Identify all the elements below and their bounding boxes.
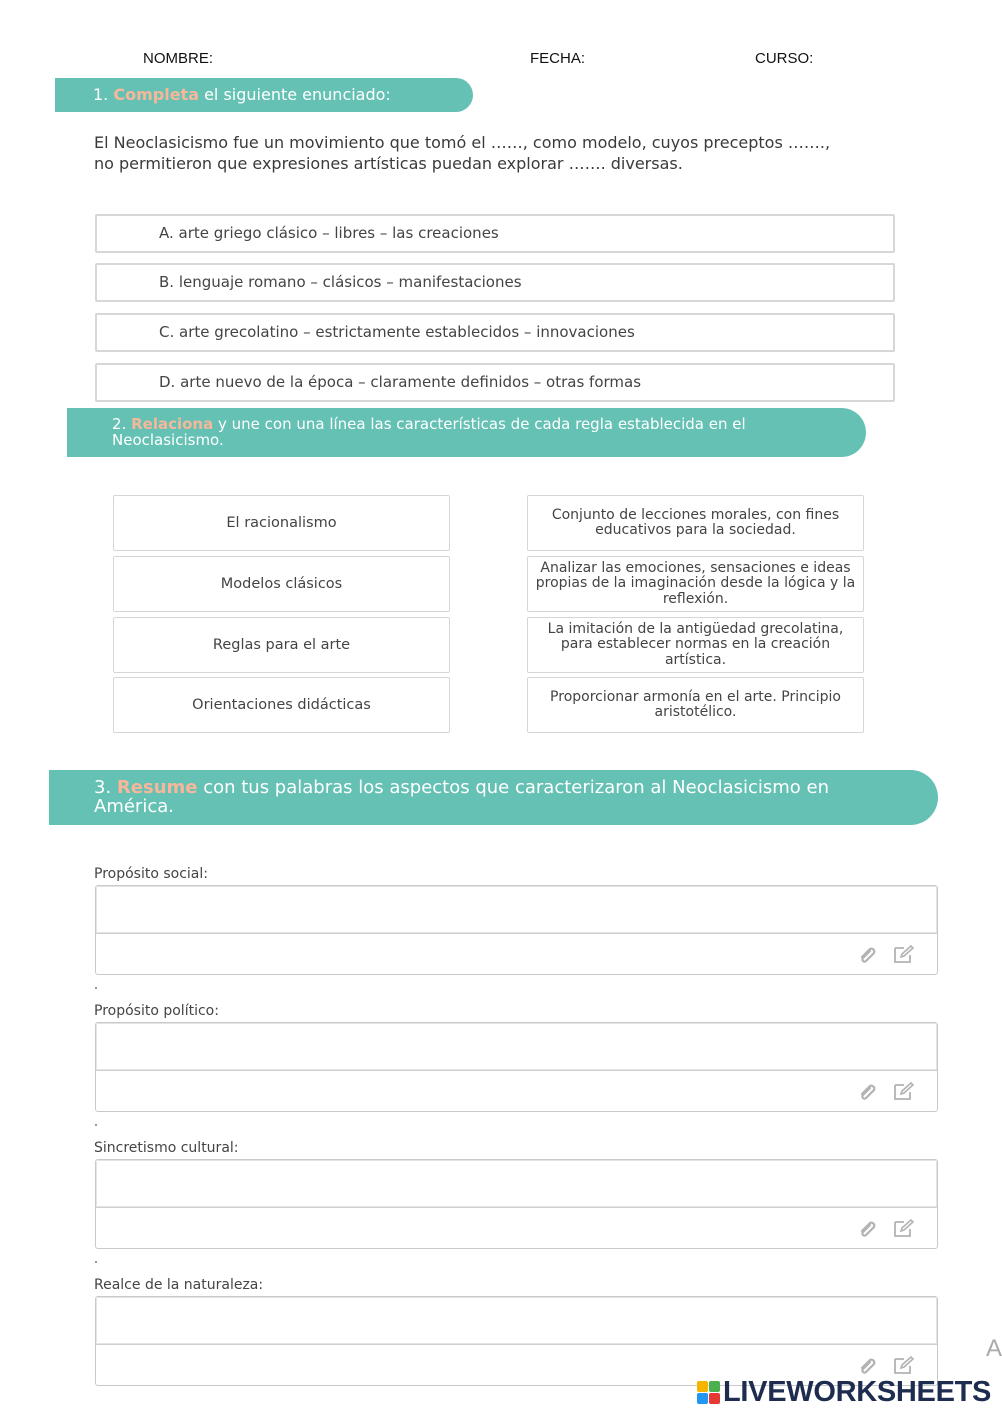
question-3-number: 3. [94,777,112,798]
paperclip-icon[interactable] [857,1218,879,1238]
nombre-label: NOMBRE: [143,50,214,67]
answer-input-proposito-politico[interactable] [96,1023,937,1071]
option-a[interactable]: A. arte griego clásico – libres – las creaciones [95,214,895,253]
liveworksheets-brand-text: LIVEWORKSHEETS [723,1376,992,1408]
match-left-item[interactable]: Reglas para el arte [113,617,450,673]
edit-icon[interactable] [893,1081,915,1101]
field-label-realce-naturaleza: Realce de la naturaleza: [94,1277,264,1293]
field-label-sincretismo-cultural: Sincretismo cultural: [94,1140,239,1156]
match-left-item[interactable]: Modelos clásicos [113,556,450,612]
match-left-item[interactable]: El racionalismo [113,495,450,551]
edit-icon[interactable] [893,944,915,964]
logo-grid-icon [697,1381,720,1404]
liveworksheets-logo [697,1376,991,1409]
question-2-banner [67,408,866,457]
question-2-keyword: Relaciona [131,415,214,433]
match-right-item[interactable]: Proporcionar armonía en el arte. Principio aristotélico. [527,677,864,733]
curso-label: CURSO: [755,50,814,67]
answer-input-proposito-social[interactable] [96,886,937,934]
question-1-statement: El Neoclasicismo fue un movimiento que tomó el ……, como modelo, cuyos preceptos ……., no permitieron que expresiones artísticas puedan explorar ……. diversas. [94,133,831,173]
question-3-banner [49,770,938,825]
match-right-item[interactable]: Analizar las emociones, sensaciones e ideas propias de la imaginación desde la lógica y la reflexión. [527,556,864,612]
option-c[interactable]: C. arte grecolatino – estrictamente establecidos – innovaciones [95,313,895,352]
answer-box-proposito-politico [95,1022,938,1112]
answer-box-realce-naturaleza [95,1296,938,1386]
field-label-proposito-social: Propósito social: [94,866,208,882]
question-3-keyword: Resume [116,777,198,798]
question-1-number: 1. [93,85,109,104]
paperclip-icon[interactable] [857,1081,879,1101]
field-label-proposito-politico: Propósito político: [94,1003,219,1019]
answer-box-proposito-social [95,885,938,975]
edge-character: A [986,1335,1002,1362]
separator-dot [95,1124,97,1126]
paperclip-icon[interactable] [857,1355,879,1375]
match-right-item[interactable]: La imitación de la antigüedad grecolatina, para establecer normas en la creación artística. [527,617,864,673]
edit-icon[interactable] [893,1218,915,1238]
option-b[interactable]: B. lenguaje romano – clásicos – manifestaciones [95,263,895,302]
match-right-item[interactable]: Conjunto de lecciones morales, con fines educativos para la sociedad. [527,495,864,551]
paperclip-icon[interactable] [857,944,879,964]
question-1-instruction: el siguiente enunciado: [199,85,391,104]
separator-dot [95,987,97,989]
separator-dot [95,1261,97,1263]
question-1-banner [55,78,473,112]
question-2-instruction: y une con una línea las características de cada regla establecida en el Neoclasicismo. [112,415,746,449]
answer-box-sincretismo-cultural [95,1159,938,1249]
question-1-keyword: Completa [113,85,199,104]
question-3-instruction: con tus palabras los aspectos que caracterizaron al Neoclasicismo en América. [94,777,830,817]
fecha-label: FECHA: [530,50,586,67]
answer-input-realce-naturaleza[interactable] [96,1297,937,1345]
match-left-item[interactable]: Orientaciones didácticas [113,677,450,733]
option-d[interactable]: D. arte nuevo de la época – claramente definidos – otras formas [95,363,895,402]
question-2-number: 2. [112,415,127,433]
edit-icon[interactable] [893,1355,915,1375]
answer-input-sincretismo-cultural[interactable] [96,1160,937,1208]
